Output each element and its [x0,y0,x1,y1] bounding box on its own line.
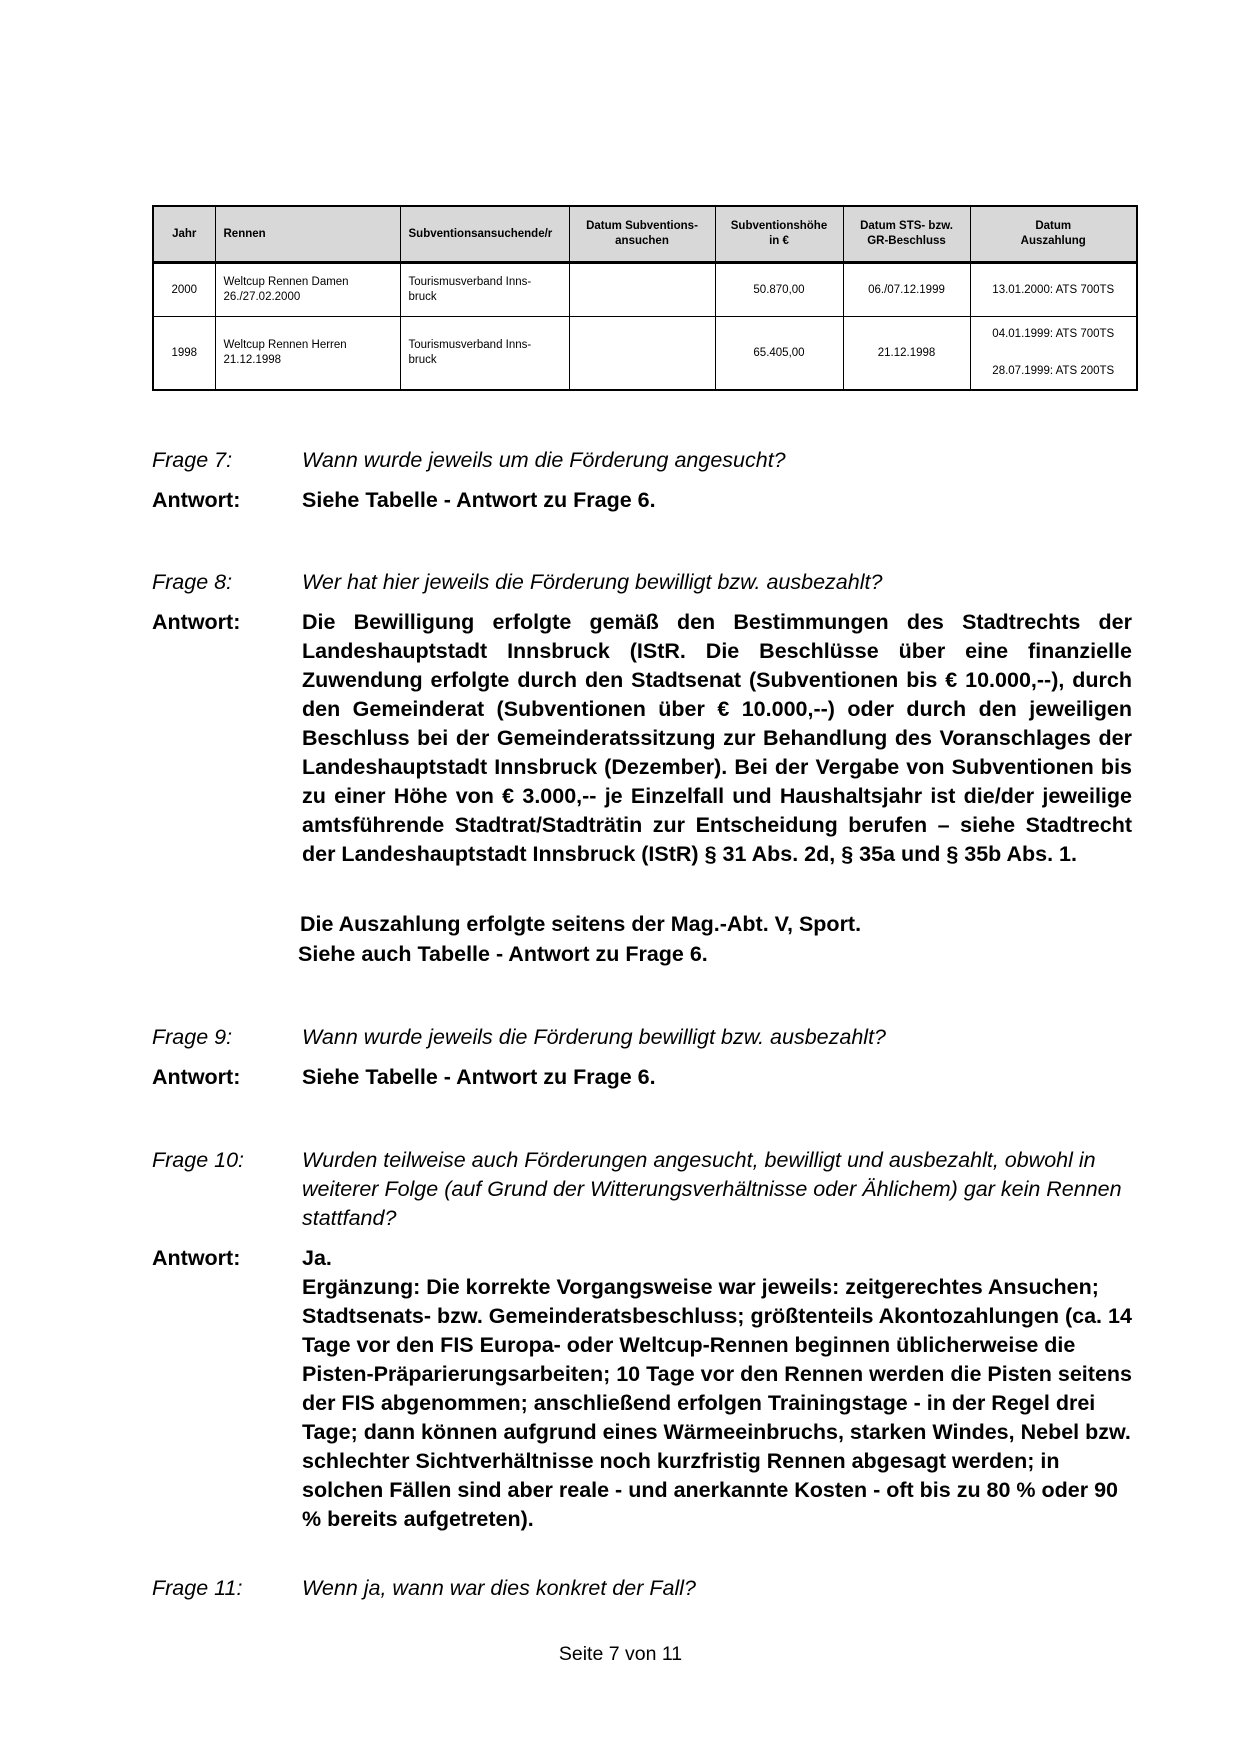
question-text: Wenn ja, wann war dies konkret der Fall? [302,1576,696,1600]
question-label: Frage 9: [152,1025,233,1049]
cell-rennen: Weltcup Rennen Damen 26./27.02.2000 [215,263,400,317]
cell-jahr: 1998 [153,317,215,391]
answer-label: Antwort: [152,1246,241,1270]
question-text: Wer hat hier jeweils die Förderung bewilligt bzw. ausbezahlt? [302,570,883,594]
cell-rennen: Weltcup Rennen Herren 21.12.1998 [215,317,400,391]
cell-datum-ansuchen [569,263,715,317]
answer-label: Antwort: [152,610,241,634]
cell-datum-ansuchen [569,317,715,391]
header-hoehe: Subventionshöhe in € [715,206,843,263]
answer-extra-see-table: Siehe auch Tabelle - Antwort zu Frage 6. [298,942,708,966]
answer-short: Ja. [302,1246,332,1270]
answer-text: Die Bewilligung erfolgte gemäß den Bestimmungen des Stadtrechts der Landeshauptstadt Innsbruck (IStR. Die Beschlüsse über eine finanzielle Zuwendung erfolgte durch den Stadtsenat (Subventionen bis € 10.000,--), durch den Gemeinderat (Subventionen über € 10.000,--) oder durch den jeweiligen Beschluss bei der Gemeinderatssitzung zur Behandlung des Voranschlages der Landeshauptstadt Innsbruck (Dezember). Bei der Vergabe von Subventionen bis zu einer Höhe von € 3.000,-- je Einzelfall und Haushaltsjahr ist die/der jeweilige amtsführende Stadtrat/Stadträtin zur Entscheidung berufen – siehe Stadtrecht der Landeshauptstadt Innsbruck (IStR) § 31 Abs. 2d, § 35a und § 35b Abs. 1. [302,610,1132,866]
cell-beschluss: 06./07.12.1999 [843,263,970,317]
header-jahr: Jahr [153,206,215,263]
cell-ansuchende: Tourismusverband Inns- bruck [400,317,569,391]
question-label: Frage 10: [152,1148,245,1172]
header-beschluss: Datum STS- bzw. GR-Beschluss [843,206,970,263]
table-header-row [153,206,1137,263]
question-label: Frage 8: [152,570,233,594]
header-ansuchende: Subventionsansuchende/r [400,206,569,263]
answer-label: Antwort: [152,1065,241,1089]
question-text: Wann wurde jeweils die Förderung bewilligt bzw. ausbezahlt? [302,1025,887,1049]
question-label: Frage 7: [152,448,233,472]
cell-beschluss: 21.12.1998 [843,317,970,391]
question-label: Frage 11: [152,1576,243,1600]
cell-jahr: 2000 [153,263,215,317]
table-row [153,317,1137,391]
header-auszahlung: Datum Auszahlung [970,206,1137,263]
answer-extra-payment: Die Auszahlung erfolgte seitens der Mag.-Abt. V, Sport. [300,912,862,936]
cell-auszahlung: 13.01.2000: ATS 700TS [970,263,1137,317]
answer-label: Antwort: [152,488,241,512]
question-text: Wurden teilweise auch Förderungen angesucht, bewilligt und ausbezahlt, obwohl in weiterer Folge (auf Grund der Witterungsverhältnisse oder Ählichem) gar kein Rennen stattfand? [302,1148,1122,1230]
subsidy-table [152,205,1138,391]
cell-hoehe: 50.870,00 [715,263,843,317]
page-number: Seite 7 von 11 [558,1643,683,1665]
cell-auszahlung: 04.01.1999: ATS 700TS 28.07.1999: ATS 200TS [970,317,1137,391]
answer-text: Ergänzung: Die korrekte Vorgangsweise war jeweils: zeitgerechtes Ansuchen; Stadtsenats- bzw. Gemeinderatsbeschluss; größtenteils Akontozahlungen (ca. 14 Tage vor den FIS Europa- oder Weltcup-Rennen beginnen üblicherweise die Pisten-Präparierungsarbeiten; 10 Tage vor den Rennen werden die Pisten seitens der FIS abgenommen; anschließend erfolgen Trainingstage - in der Regel drei Tage; dann können aufgrund eines Wärmeeinbruchs, starken Windes, Nebel bzw. schlechter Sichtverhältnisse noch kurzfristig Rennen abgesagt werden; in solchen Fällen sind aber reale - und anerkannte Kosten - oft bis zu 80 % oder 90 % bereits aufgetreten). [302,1275,1132,1531]
header-rennen: Rennen [215,206,400,263]
question-text: Wann wurde jeweils um die Förderung angesucht? [302,448,786,472]
cell-ansuchende: Tourismusverband Inns- bruck [400,263,569,317]
header-datum-ansuchen: Datum Subventions- ansuchen [569,206,715,263]
answer-text: Siehe Tabelle - Antwort zu Frage 6. [302,1065,656,1089]
cell-hoehe: 65.405,00 [715,317,843,391]
table-row [153,263,1137,317]
answer-text: Siehe Tabelle - Antwort zu Frage 6. [302,488,656,512]
